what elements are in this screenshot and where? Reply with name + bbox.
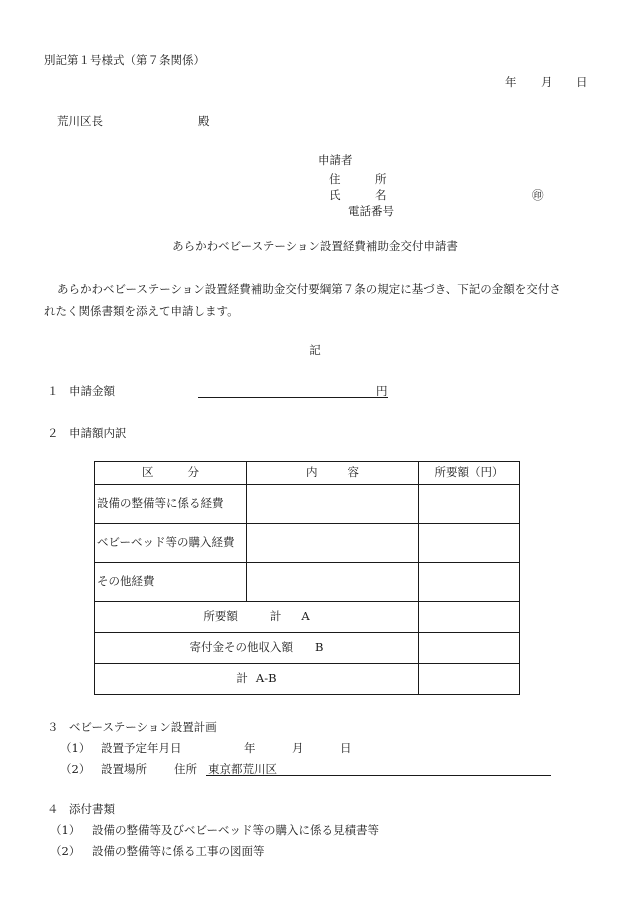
item4-number: ４ — [47, 802, 59, 816]
applicant-phone-label: 電話番号 — [348, 204, 394, 218]
item3-sub2-label: 設置場所 — [101, 762, 147, 776]
income-b-row — [95, 633, 520, 664]
date-month: 月 — [541, 75, 553, 89]
table-header-row — [95, 462, 520, 485]
income-b-amount-cell[interactable] — [419, 633, 520, 664]
date-year: 年 — [505, 75, 517, 89]
total-diff-amount-cell[interactable] — [419, 664, 520, 695]
row-label-equipment: 設備の整備等に係る経費 — [95, 485, 247, 524]
income-b-label: 寄付金その他収入額 B — [95, 633, 419, 664]
row-label-babybed: ベビーベッド等の購入経費 — [95, 524, 247, 563]
row-amount-cell[interactable] — [419, 485, 520, 524]
row-content-cell[interactable] — [247, 563, 419, 602]
table-row — [95, 563, 520, 602]
item4-doc2-text: 設備の整備等に係る工事の図面等 — [92, 844, 265, 858]
header-required-amount: 所要額（円） — [419, 462, 520, 485]
date-day: 日 — [576, 75, 588, 89]
ki-heading: 記 — [309, 343, 321, 357]
item3-number: ３ — [47, 720, 59, 734]
item3-sub1-year: 年 — [244, 741, 256, 755]
document-title: あらかわベビーステーション設置経費補助金交付申請書 — [172, 239, 458, 253]
item3-sub1-day: 日 — [340, 741, 352, 755]
item3-sub1-label: 設置予定年月日 — [101, 741, 182, 755]
item4-label: 添付書類 — [69, 802, 115, 816]
seal-mark: ㊞ — [532, 188, 544, 202]
form-number: 別記第１号様式（第７条関係） — [44, 53, 205, 67]
item4-doc1-text: 設備の整備等及びベビーベッド等の購入に係る見積書等 — [92, 823, 380, 837]
item4-doc1-number: （1） — [50, 823, 81, 837]
body-line-2: れたく関係書類を添えて申請します。 — [44, 304, 239, 318]
table-row — [95, 485, 520, 524]
row-label-other: その他経費 — [95, 563, 247, 602]
total-diff-label: 計 A-B — [95, 664, 419, 695]
total-a-label: 所要額 計 A — [95, 602, 419, 633]
applicant-address-label-1: 住 — [329, 172, 341, 186]
item2-label: 申請額内訳 — [69, 426, 127, 440]
table-row — [95, 524, 520, 563]
address-underline — [206, 775, 551, 776]
item2-number: ２ — [47, 426, 59, 440]
item3-label: ベビーステーション設置計画 — [69, 720, 217, 734]
item1-unit: 円 — [376, 384, 388, 398]
header-category: 区 分 — [95, 462, 247, 485]
item1-number: １ — [47, 384, 59, 398]
item1-label: 申請金額 — [69, 384, 115, 398]
applicant-name-label-1: 氏 — [329, 188, 341, 202]
row-amount-cell[interactable] — [419, 563, 520, 602]
row-content-cell[interactable] — [247, 485, 419, 524]
item3-sub1-number: （1） — [60, 741, 91, 755]
total-a-amount-cell[interactable] — [419, 602, 520, 633]
applicant-heading: 申請者 — [318, 153, 353, 167]
body-line-1: あらかわベビーステーション設置経費補助金交付要綱第７条の規定に基づき、下記の金額を交付さ — [57, 282, 561, 296]
breakdown-table — [94, 461, 520, 695]
item3-sub1-month: 月 — [292, 741, 304, 755]
total-a-row — [95, 602, 520, 633]
total-diff-row — [95, 664, 520, 695]
amount-underline — [198, 397, 388, 398]
addressee-name: 荒川区長 — [57, 114, 103, 128]
row-content-cell[interactable] — [247, 524, 419, 563]
applicant-address-label-2: 所 — [375, 172, 387, 186]
item3-sub2-address-label: 住所 — [174, 762, 197, 776]
header-content: 内 容 — [247, 462, 419, 485]
item4-doc2-number: （2） — [50, 844, 81, 858]
item3-sub2-address-value: 東京都荒川区 — [208, 762, 277, 776]
addressee-honorific: 殿 — [198, 114, 210, 128]
item3-sub2-number: （2） — [60, 762, 91, 776]
row-amount-cell[interactable] — [419, 524, 520, 563]
applicant-name-label-2: 名 — [375, 188, 387, 202]
